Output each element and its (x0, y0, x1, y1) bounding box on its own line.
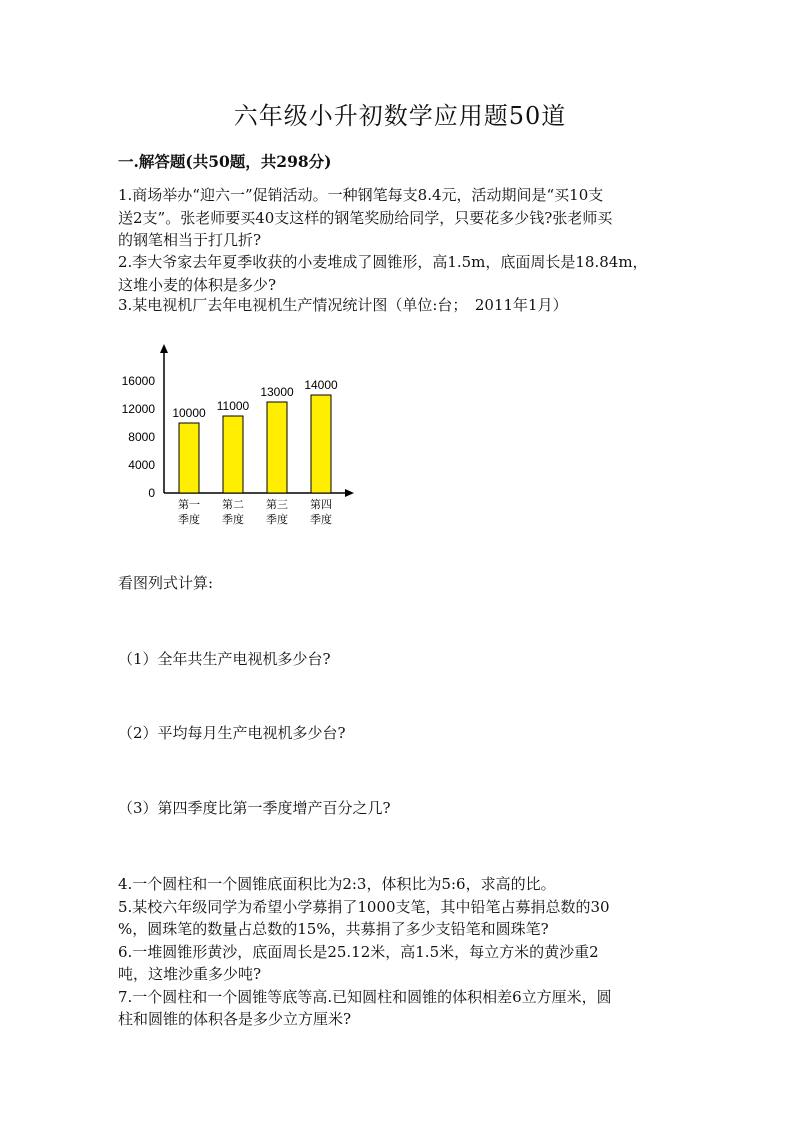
x-axis-arrow (345, 489, 354, 497)
bar (311, 395, 331, 493)
section-heading: 一.解答题(共50题，共298分) (118, 152, 332, 171)
question-1-line: 1.商场举办“迎六一”促销活动。一种钢笔每支8.4元，活动期间是“买10支 (118, 186, 604, 204)
bar (223, 416, 243, 493)
question-line: %，圆珠笔的数量占总数的15%，共募捐了多少支铅笔和圆珠笔? (118, 920, 549, 938)
question-line: 4.一个圆柱和一个圆锥底面积比为2:3，体积比为5:6，求高的比。 (118, 875, 556, 893)
x-tick-label: 季度 (266, 513, 288, 526)
x-tick-label: 第四 (310, 498, 332, 511)
question-1-line: 送2支”。张老师要买40支这样的钢笔奖励给同学，只要花多少钱?张老师买 (118, 208, 613, 227)
question-2-line: 2.李大爷家去年夏季收获的小麦堆成了圆锥形，高1.5m，底面周长是18.84m， (118, 253, 648, 271)
y-tick-label: 0 (148, 486, 155, 500)
page-title: 六年级小升初数学应用题50道 (233, 102, 567, 130)
data-label: 14000 (304, 378, 338, 392)
y-tick-label: 8000 (128, 430, 155, 444)
question-3-line: 3.某电视机厂去年电视机生产情况统计图（单位:台； 2011年1月） (118, 296, 568, 314)
question-line: 5.某校六年级同学为希望小学募捐了1000支笔，其中铅笔占募捐总数的30 (118, 897, 610, 916)
bar (179, 423, 199, 493)
bar (267, 402, 287, 493)
x-tick-label: 第一 (178, 498, 200, 511)
data-label: 13000 (260, 385, 294, 399)
questions-4-7 (118, 873, 684, 1031)
question-line: 吨，这堆沙重多少吨? (118, 965, 262, 983)
x-tick-label: 季度 (310, 513, 332, 526)
x-tick-label: 第三 (266, 498, 288, 511)
question-line: 柱和圆锥的体积各是多少立方厘米? (118, 1010, 352, 1028)
x-tick-label: 季度 (178, 513, 200, 526)
sub-question-2: （2）平均每月生产电视机多少台? (118, 724, 346, 742)
y-tick-label: 4000 (128, 458, 155, 472)
question-3 (118, 294, 684, 317)
y-tick-label: 16000 (121, 374, 155, 388)
y-tick-label: 12000 (121, 402, 155, 416)
data-label: 11000 (216, 399, 250, 413)
data-label: 10000 (172, 406, 206, 420)
y-axis-arrow (160, 344, 168, 353)
sub-question-1: （1）全年共生产电视机多少台? (118, 650, 331, 668)
sub-question-3: （3）第四季度比第一季度增产百分之几? (118, 799, 391, 817)
question-line: 7.一个圆柱和一个圆锥等底等高.已知圆柱和圆锥的体积相差6立方厘米，圆 (118, 987, 612, 1006)
question-line: 6.一堆圆锥形黄沙，底面周长是25.12米，高1.5米，每立方米的黄沙重2 (118, 942, 599, 961)
question-2-line: 这堆小麦的体积是多少? (118, 275, 277, 294)
bar-chart (118, 338, 368, 538)
x-tick-label: 季度 (222, 513, 244, 526)
question-1-line: 的钢笔相当于打几折? (118, 231, 262, 249)
x-tick-label: 第二 (222, 498, 244, 511)
question-2 (118, 251, 684, 296)
question-1 (118, 184, 684, 252)
instruction-text: 看图列式计算: (118, 574, 214, 592)
